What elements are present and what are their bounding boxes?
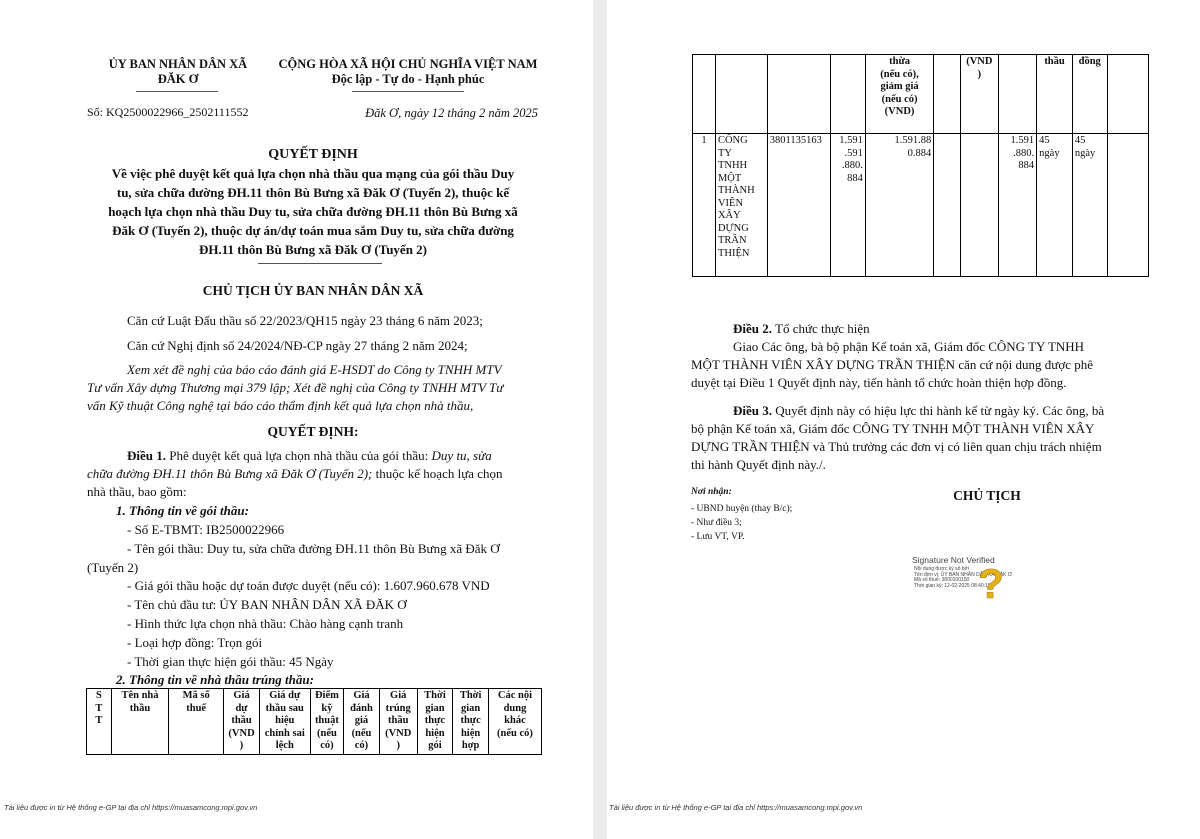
winner-table-header bbox=[86, 688, 542, 755]
package-duration: - Thời gian thực hiện gói thầu: 45 Ngày bbox=[127, 653, 334, 669]
table-header-cell bbox=[1107, 55, 1148, 134]
article-2-line: Giao Các ông, bà bộ phận Kế toán xã, Giám đốc CÔNG TY TNHH bbox=[733, 339, 1085, 354]
header-cell-line: đánh bbox=[350, 702, 373, 714]
header-cell-line: gian bbox=[425, 702, 445, 714]
table-cell-win bbox=[999, 134, 1037, 277]
cell-line: 1.591 bbox=[839, 135, 863, 146]
page-footer: Tài liệu được in từ Hệ thống e-GP tại địa chỉ https://muasamcong.mpi.gov.vn bbox=[4, 803, 258, 812]
header-cell-line: ) bbox=[239, 740, 244, 751]
header-cell-line: Tên nhà bbox=[121, 690, 159, 701]
subject-line: tu, sửa chữa đường ĐH.11 thôn Bù Bưng xã Đăk Ơ (Tuyến 2), thuộc kế bbox=[116, 185, 510, 200]
package-selection-form: - Hình thức lựa chọn nhà thầu: Chào hàng cạnh tranh bbox=[127, 615, 404, 631]
article-1 bbox=[87, 447, 547, 501]
header-cell-line: Giá bbox=[233, 690, 250, 701]
cell-line: TY bbox=[717, 147, 732, 159]
subject-divider bbox=[258, 263, 382, 264]
article-3-line: thi hành Quyết định này./. bbox=[691, 457, 826, 472]
cell-line: 884 bbox=[1018, 160, 1035, 171]
header-cell-line: (VND bbox=[385, 727, 412, 739]
cell-line: .880. bbox=[841, 160, 863, 171]
cell-line: THIỆN bbox=[717, 247, 750, 259]
table-header-cell bbox=[865, 55, 933, 134]
article-1-rest: thuộc kế hoạch lựa chọn bbox=[372, 466, 503, 481]
consideration-line: Tư vấn Xây dựng Thương mại 379 lập; Xét đề nghị của Công ty TNHH MTV Tư bbox=[87, 380, 504, 395]
header-cell-line: Mã số bbox=[182, 690, 210, 701]
package-contract-type: - Loại hợp đồng: Trọn gói bbox=[127, 634, 263, 650]
table-header-cell bbox=[830, 55, 865, 134]
article-3 bbox=[691, 402, 1151, 474]
svg-text:?: ? bbox=[978, 560, 1004, 604]
table-cell-name bbox=[715, 134, 767, 277]
header-cell-line: giá bbox=[354, 715, 369, 726]
table-header-cell bbox=[344, 689, 380, 755]
header-cell-line: khác bbox=[504, 715, 526, 726]
signature-question-icon bbox=[975, 560, 1007, 604]
header-cell-line: thầu bbox=[1044, 56, 1065, 67]
document-title: QUYẾT ĐỊNH bbox=[268, 147, 358, 162]
header-cell-line: Thời bbox=[459, 690, 482, 701]
table-header-cell bbox=[488, 689, 541, 755]
cell-line: 45 bbox=[1074, 135, 1086, 146]
table-header-cell bbox=[417, 689, 453, 755]
header-cell-line: Thời bbox=[424, 690, 446, 701]
header-cell-line: T bbox=[95, 715, 103, 726]
subject-line: Đăk Ơ (Tuyến 2), thuộc dự án/dự toán mua sắm Duy tu, sửa chữa đường bbox=[112, 223, 514, 238]
cell-line: THÀNH bbox=[717, 185, 755, 196]
table-header-cell bbox=[934, 55, 960, 134]
legal-basis-law: Căn cứ Luật Đấu thầu số 22/2023/QH15 ngày 23 tháng 6 năm 2023; bbox=[127, 313, 483, 328]
header-cell-line: ) bbox=[396, 740, 400, 751]
signature-detail-line: Nội dung được ký số bởi bbox=[914, 566, 969, 572]
article-1-tail: nhà thầu, bao gồm: bbox=[87, 484, 187, 499]
table-header-cell bbox=[1037, 55, 1073, 134]
cell-line: DỰNG bbox=[717, 222, 749, 234]
header-cell-line: kỹ bbox=[321, 702, 333, 714]
cell-line: VIÊN bbox=[717, 197, 744, 209]
recipient-item: - UBND huyện (thay B/c); bbox=[691, 504, 793, 514]
signature-detail-line: Mã số thuế: 3800100150 bbox=[914, 577, 970, 583]
cell-line: .591 bbox=[844, 147, 863, 159]
article-1-text: Phê duyệt kết quả lựa chọn nhà thầu của gói thầu: bbox=[166, 448, 432, 463]
header-cell-line: (nếu bbox=[351, 727, 372, 739]
national-header bbox=[258, 57, 558, 87]
digital-signature-block[interactable] bbox=[912, 555, 1052, 603]
header-cell-line: gói bbox=[428, 740, 442, 751]
package-price: - Giá gói thầu hoặc dự toán được duyệt (nếu có): 1.607.960.678 VND bbox=[127, 578, 490, 594]
header-cell-line: hợp bbox=[461, 740, 480, 751]
document-date: Đăk Ơ, ngày 12 tháng 2 năm 2025 bbox=[365, 106, 538, 120]
article-1-label: Điều 1. bbox=[127, 448, 166, 463]
consideration-line: vấn Kỹ thuật Công nghệ tại báo cáo thẩm định kết quả lựa chọn nhà thầu, bbox=[87, 398, 474, 413]
cell-line: .880. bbox=[1013, 147, 1035, 159]
cell-line: TNHH bbox=[717, 160, 748, 171]
header-cell-line: đồng bbox=[1078, 56, 1101, 67]
table-header-cell bbox=[715, 55, 767, 134]
document-number: Số: KQ2500022966_2502111552 bbox=[87, 105, 249, 119]
header-cell-line: (VND bbox=[966, 56, 993, 67]
subject-line: hoạch lựa chọn nhà thầu Duy tu, sửa chữa đường ĐH.11 thôn Bù Bưng xã bbox=[108, 204, 518, 219]
header-cell-line: dự bbox=[235, 702, 248, 714]
header-cell-line: S bbox=[96, 690, 102, 701]
table-cell-tech bbox=[934, 134, 960, 277]
signature-status: Signature Not Verified bbox=[912, 555, 995, 565]
cell-line: 1 bbox=[701, 135, 707, 146]
national-motto: Độc lập - Tự do - Hạnh phúc bbox=[331, 72, 485, 86]
table-cell-tax bbox=[767, 134, 830, 277]
article-1-package-cont: chữa đường ĐH.11 thôn Bù Bưng xã Đăk Ơ (Tuyến 2); bbox=[87, 466, 373, 481]
recipients-label: Nơi nhận: bbox=[691, 487, 732, 497]
recipient-item: - Như điều 3; bbox=[691, 518, 742, 528]
table-header-row bbox=[693, 55, 1149, 134]
table-header-cell bbox=[111, 689, 168, 755]
package-owner: - Tên chủ đầu tư: ỦY BAN NHÂN DÂN XÃ ĐĂK Ơ bbox=[127, 597, 407, 613]
subject-line: ĐH.11 thôn Bù Bưng xã Đăk Ơ (Tuyến 2) bbox=[198, 242, 428, 257]
table-header-cell bbox=[169, 689, 224, 755]
header-cell-line: trúng bbox=[385, 702, 411, 714]
table-row bbox=[693, 134, 1149, 277]
table-header-cell bbox=[310, 689, 344, 755]
table-cell-other bbox=[1107, 134, 1148, 277]
document-subject bbox=[80, 164, 546, 259]
header-divider bbox=[136, 91, 218, 92]
table-header-cell bbox=[767, 55, 830, 134]
cell-line: 45 bbox=[1039, 135, 1050, 146]
subject-line: Về việc phê duyệt kết quả lựa chọn nhà thầu qua mạng của gói thầu Duy bbox=[111, 166, 515, 181]
header-cell-line: thuật bbox=[314, 715, 339, 726]
article-1-package: Duy tu, sửa bbox=[431, 448, 492, 463]
cell-line: 1.591.88 bbox=[894, 135, 932, 146]
header-cell-line: thừa bbox=[889, 56, 910, 67]
cell-line: 884 bbox=[847, 172, 863, 184]
table-header-cell bbox=[259, 689, 310, 755]
header-cell-line: thầu bbox=[129, 702, 151, 714]
table-header-row bbox=[87, 689, 542, 755]
cell-line: ngày bbox=[1074, 147, 1096, 159]
page-footer: Tài liệu được in từ Hệ thống e-GP tại địa chỉ https://muasamcong.mpi.gov.vn bbox=[609, 803, 863, 812]
header-cell-line: dung bbox=[503, 702, 527, 714]
table-cell-eval bbox=[960, 134, 999, 277]
table-header-cell bbox=[999, 55, 1037, 134]
header-cell-line: thuế bbox=[186, 702, 207, 714]
signer-title: CHỦ TỊCH bbox=[953, 488, 1021, 503]
cell-line: XÂY bbox=[717, 210, 741, 221]
section-package-info: 1. Thông tin về gói thầu: bbox=[116, 503, 249, 518]
national-title: CỘNG HÒA XÃ HỘI CHỦ NGHĨA VIỆT NAM bbox=[278, 57, 538, 71]
legal-basis-decree: Căn cứ Nghị định số 24/2024/NĐ-CP ngày 27 tháng 2 năm 2024; bbox=[127, 338, 468, 353]
header-cell-line: Các nội bbox=[497, 690, 533, 701]
article-2-title: Tổ chức thực hiện bbox=[772, 321, 870, 336]
article-3-label: Điều 3. bbox=[733, 403, 772, 418]
article-3-line: DỰNG TRẦN THIỆN và Thủ trưởng các đơn vị có liên quan chịu trách nhiệm bbox=[691, 439, 1102, 454]
table-cell-stt bbox=[693, 134, 716, 277]
consideration-line: Xem xét đề nghị của báo cáo đánh giá E-HSDT do Công ty TNHH MTV bbox=[127, 362, 502, 377]
package-name-cont: (Tuyến 2) bbox=[87, 559, 139, 575]
header-cell-line: hiện bbox=[425, 727, 445, 739]
cell-line: CÔNG bbox=[717, 135, 748, 146]
header-cell-line: gian bbox=[460, 702, 481, 714]
header-cell-line: thầu bbox=[388, 715, 409, 726]
issuer-name: ỦY BAN NHÂN DÂN XÃ bbox=[108, 57, 248, 71]
cell-line: 0.884 bbox=[907, 147, 932, 159]
header-cell-line: có) bbox=[320, 740, 334, 751]
consideration-paragraph bbox=[87, 361, 547, 415]
article-2-line: MỘT THÀNH VIÊN XÂY DỰNG TRẦN THIỆN căn cứ nội dung được phê bbox=[691, 357, 1093, 372]
header-cell-line: T bbox=[95, 702, 103, 714]
header-cell-line: (VND bbox=[228, 727, 255, 739]
header-cell-line: (nếu có) bbox=[497, 727, 533, 739]
header-cell-line: hiệu bbox=[275, 715, 295, 726]
header-cell-line: có) bbox=[354, 740, 369, 751]
table-cell-adjusted bbox=[865, 134, 933, 277]
header-cell-line: lệch bbox=[275, 740, 294, 751]
issuer-header bbox=[88, 57, 268, 87]
article-2 bbox=[691, 320, 1151, 392]
table-header-cell bbox=[960, 55, 999, 134]
signature-detail-line: Tên đơn vị: ỦY BAN NHÂN DÂN XÃ ĐĂK Ơ bbox=[914, 571, 1013, 578]
signature-detail-line: Thời gian ký: 12-02-2025 08:40:19 bbox=[914, 582, 991, 589]
recipients-list bbox=[691, 502, 792, 544]
header-cell-line: thực bbox=[424, 715, 446, 726]
cell-line: 1.591 bbox=[1010, 135, 1035, 146]
recipient-item: - Lưu VT, VP. bbox=[691, 532, 745, 542]
header-cell-line: Điểm bbox=[314, 690, 339, 701]
header-cell-line: Giá bbox=[390, 690, 407, 701]
header-cell-line: ) bbox=[977, 68, 982, 80]
cell-line: 3801135163 bbox=[769, 135, 822, 146]
article-2-line: duyệt tại Điều 1 Quyết định này, tiến hành tổ chức hoàn thiện hợp đồng. bbox=[691, 375, 1067, 390]
signing-authority: CHỦ TỊCH ỦY BAN NHÂN DÂN XÃ bbox=[202, 283, 424, 298]
table-cell-contract-time bbox=[1072, 134, 1107, 277]
header-cell-line: thầu sau bbox=[265, 702, 304, 714]
cell-line: ngày bbox=[1039, 147, 1060, 159]
table-cell-pkg-time bbox=[1037, 134, 1073, 277]
header-cell-line: Giá dự bbox=[269, 690, 301, 701]
package-name: - Tên gói thầu: Duy tu, sửa chữa đường ĐH.11 thôn Bù Bưng xã Đăk Ơ bbox=[127, 540, 500, 556]
article-3-line: bộ phận Kế toán xã, Giám đốc CÔNG TY TNHH MỘT THÀNH VIÊN XÂY bbox=[691, 421, 1095, 436]
document-page-1 bbox=[0, 0, 593, 839]
package-info-list bbox=[87, 521, 557, 671]
cell-line: TRẦN bbox=[717, 235, 747, 246]
table-header-cell bbox=[224, 689, 260, 755]
document-page-2 bbox=[607, 0, 1200, 839]
header-cell-line: chỉnh sai bbox=[264, 727, 305, 739]
table-header-cell bbox=[379, 689, 417, 755]
package-ebmt: - Số E-TBMT: IB2500022966 bbox=[127, 522, 285, 537]
header-cell-line: (nếu có) bbox=[881, 93, 918, 105]
table-header-cell bbox=[87, 689, 112, 755]
header-cell-line: hiện bbox=[460, 727, 481, 739]
header-cell-line: (nếu có), bbox=[880, 68, 919, 80]
header-cell-line: Giá bbox=[353, 690, 370, 701]
decision-heading: QUYẾT ĐỊNH: bbox=[267, 424, 359, 439]
table-header-cell bbox=[1072, 55, 1107, 134]
table-header-cell bbox=[453, 689, 489, 755]
header-cell-line: (VND) bbox=[884, 106, 915, 117]
table-header-cell bbox=[693, 55, 716, 134]
article-3-text: Quyết định này có hiệu lực thi hành kể từ ngày ký. Các ông, bà bbox=[772, 403, 1105, 418]
cell-line: MỘT bbox=[717, 172, 742, 184]
table-cell-bid bbox=[830, 134, 865, 277]
header-cell-line: thầu bbox=[231, 715, 252, 726]
header-cell-line: thực bbox=[460, 715, 481, 726]
section-winner-info: 2. Thông tin về nhà thầu trúng thầu: bbox=[116, 672, 314, 687]
header-cell-line: (nếu bbox=[316, 727, 337, 739]
header-cell-line: giảm giá bbox=[880, 81, 919, 92]
issuer-commune: ĐĂK Ơ bbox=[157, 72, 199, 86]
article-2-label: Điều 2. bbox=[733, 321, 772, 336]
winner-table bbox=[692, 54, 1149, 277]
motto-divider bbox=[352, 91, 464, 92]
